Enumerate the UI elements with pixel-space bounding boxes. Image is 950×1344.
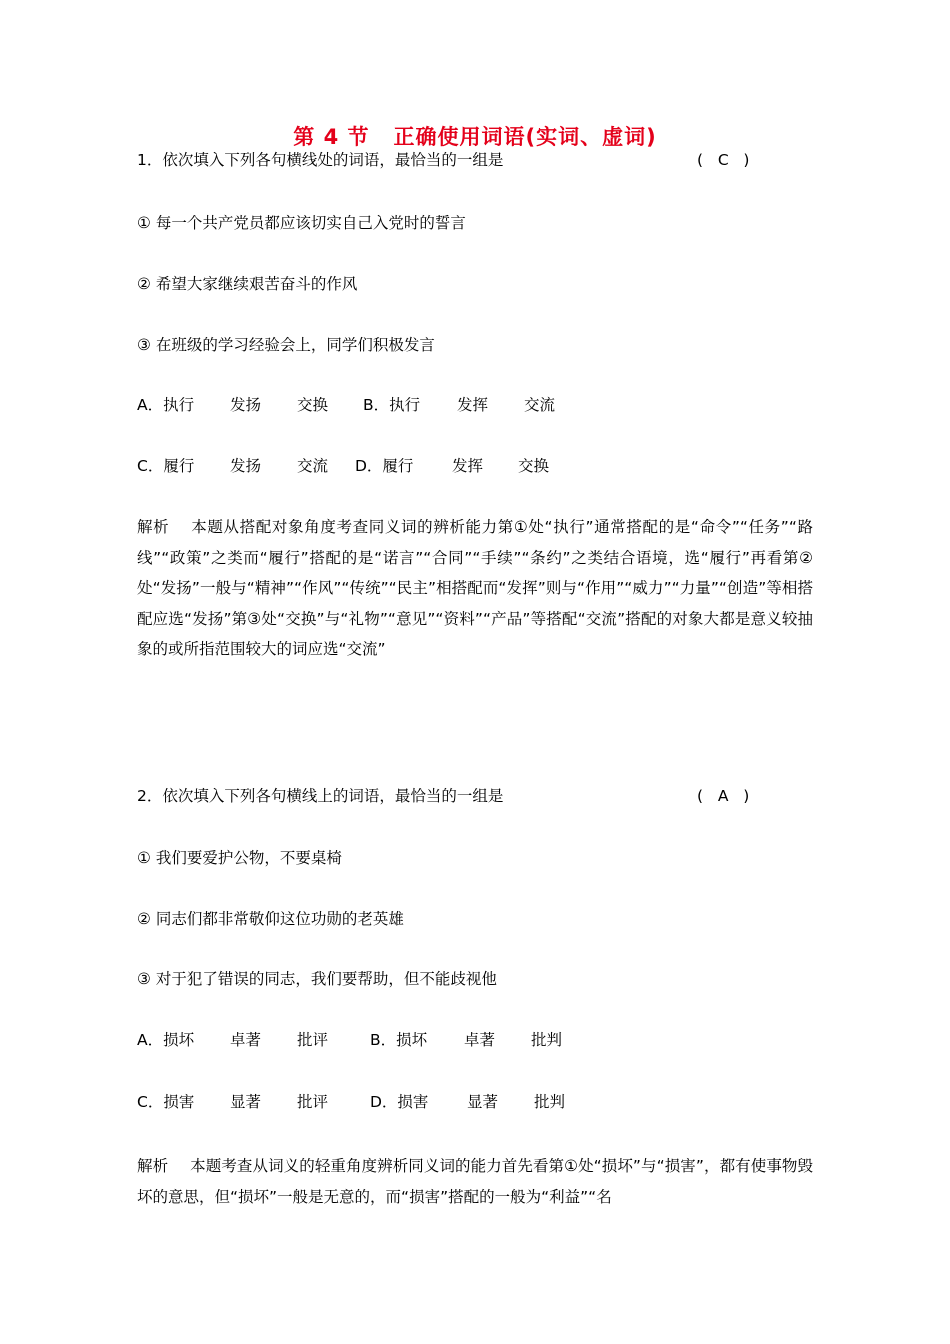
q1-analysis-label: 解析 [137, 518, 170, 536]
section-number: 第 4 节 [293, 125, 370, 149]
q2-option-b-word-1: B．损坏 [370, 1031, 428, 1049]
q1-option-a-word-2: 发扬 [230, 396, 262, 414]
q1-sentence-1: ① 每一个共产党员都应该切实自己入党时的誓言 [137, 214, 466, 232]
q2-analysis-label: 解析 [137, 1157, 169, 1175]
q1-option-d-word-2: 发挥 [452, 457, 484, 475]
q1-options-row-1 [137, 394, 555, 416]
q2-analysis [137, 1151, 813, 1212]
q1-option-b-word-1: B．执行 [363, 396, 421, 414]
q2-sentence-3: ③ 对于犯了错误的同志，我们要帮助，但不能歧视他 [137, 970, 497, 988]
q2-stem: 2．依次填入下列各句横线上的词语，最恰当的一组是 [137, 787, 504, 805]
q2-option-b-word-2: 卓著 [464, 1031, 496, 1049]
page-title [0, 121, 950, 151]
q1-sentence-3: ③ 在班级的学习经验会上，同学们积极发言 [137, 336, 435, 354]
q2-option-a-word-3: 批评 [297, 1031, 329, 1049]
q1-option-c-word-1: C．履行 [137, 457, 195, 475]
q1-option-b-word-3: 交流 [524, 396, 556, 414]
q2-answer: ( A ) [697, 787, 750, 805]
q2-option-c-word-1: C．损害 [137, 1093, 195, 1111]
q1-option-b-word-2: 发挥 [457, 396, 489, 414]
q1-option-d-word-1: D．履行 [355, 457, 414, 475]
q2-analysis-text: 本题考查从词义的轻重角度辨析同义词的能力首先看第①处“损坏”与“损害”，都有使事物毁坏的意思，但“损坏”一般是无意的，而“损害”搭配的一般为“利益”“名 [137, 1157, 813, 1206]
q2-option-d-word-1: D．损害 [370, 1093, 429, 1111]
q1-analysis [137, 512, 813, 665]
q1-options-row-2 [137, 455, 549, 477]
q1-analysis-text: 本题从搭配对象角度考查同义词的辨析能力第①处“执行”通常搭配的是“命令”“任务”“路线”“政策”之类而“履行”搭配的是“诺言”“合同”“手续”“条约”之类结合语境，选“履行”再看第②处“发扬”一般与“精神”“作风”“传统”“民主”相搭配而“发挥”则与“作用”“威力”“力量”“创造”等相搭配应选“发扬”第③处“交换”与“礼物”“意见”“资料”“产品”等搭配“交流”搭配的对象大都是意义较抽象的或所指范围较大的词应选“交流” [137, 518, 813, 658]
q1-option-d-word-3: 交换 [518, 457, 550, 475]
q2-option-c-word-2: 显著 [230, 1093, 262, 1111]
q2-option-c-word-3: 批评 [297, 1093, 329, 1111]
q1-option-c-word-3: 交流 [297, 457, 329, 475]
q1-option-a-word-3: 交换 [297, 396, 329, 414]
q2-sentence-2: ② 同志们都非常敬仰这位功勋的老英雄 [137, 910, 404, 928]
q2-sentence-1: ① 我们要爱护公物，不要桌椅 [137, 849, 342, 867]
section-topic: 正确使用词语(实词、虚词) [393, 125, 657, 149]
q2-option-a-word-1: A．损坏 [137, 1031, 195, 1049]
q2-options-row-1 [137, 1029, 562, 1051]
q2-options-row-2 [137, 1091, 565, 1113]
q1-option-c-word-2: 发扬 [230, 457, 262, 475]
q1-sentence-2: ② 希望大家继续艰苦奋斗的作风 [137, 275, 358, 293]
q2-option-b-word-3: 批判 [531, 1031, 563, 1049]
q1-answer: ( C ) [697, 151, 750, 169]
q2-option-d-word-2: 显著 [467, 1093, 499, 1111]
q1-option-a-word-1: A．执行 [137, 396, 195, 414]
q2-option-d-word-3: 批判 [534, 1093, 566, 1111]
q2-option-a-word-2: 卓著 [230, 1031, 262, 1049]
q1-stem: 1．依次填入下列各句横线处的词语，最恰当的一组是 [137, 151, 504, 169]
